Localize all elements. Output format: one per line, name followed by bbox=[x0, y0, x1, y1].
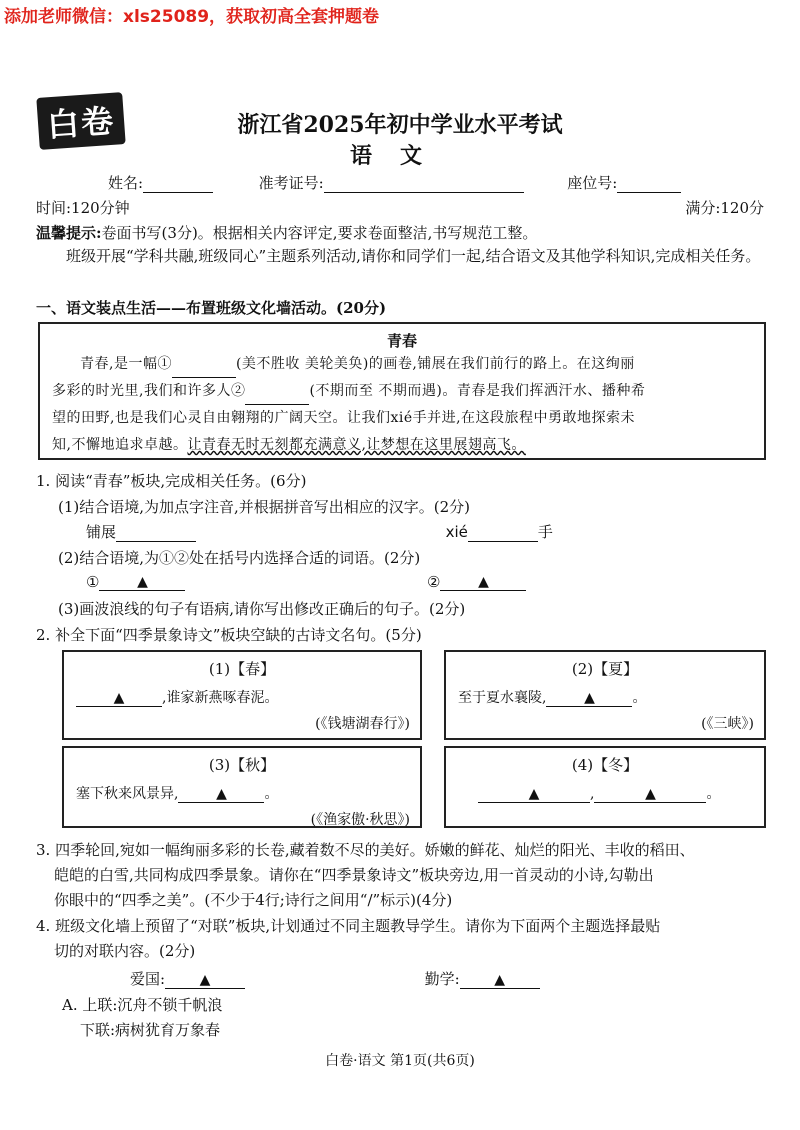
triangle-icon: ▲ bbox=[645, 786, 656, 802]
triangle-icon: ▲ bbox=[494, 972, 506, 988]
poem-head: (3)【秋】 bbox=[208, 756, 276, 774]
pinyin-answer[interactable] bbox=[116, 541, 196, 542]
poem-blank[interactable] bbox=[478, 786, 590, 803]
poem-blank[interactable] bbox=[594, 786, 706, 803]
topic-diligence: 勤学: bbox=[424, 970, 460, 988]
board-line: (美不胜收 美轮美奂)的画卷,铺展在我们前行的路上。在这绚丽 bbox=[235, 356, 635, 372]
q3-line: 你眼中的“四季之美”。(不少于4行;诗行之间用“/”标示)(4分) bbox=[54, 891, 453, 909]
q4 bbox=[36, 914, 660, 964]
tip-label: 温馨提示: bbox=[36, 224, 102, 242]
youth-board bbox=[38, 322, 766, 460]
answer-patriotism[interactable] bbox=[165, 970, 245, 989]
poem-box-winter bbox=[444, 746, 766, 828]
poem-blank[interactable] bbox=[178, 786, 264, 803]
triangle-icon: ▲ bbox=[113, 690, 125, 706]
triangle-icon: ▲ bbox=[216, 786, 227, 802]
board-text bbox=[40, 351, 764, 459]
pinyin-xie: xié bbox=[445, 523, 468, 541]
answer-1[interactable] bbox=[99, 572, 185, 591]
poem-head: (1)【春】 bbox=[208, 660, 276, 678]
tip-text: 卷面书写(3分)。根据相关内容评定,要求卷面整洁,书写规范工整。 bbox=[101, 224, 538, 242]
board-title: 青春 bbox=[386, 332, 417, 350]
triangle-icon: ▲ bbox=[478, 574, 489, 590]
full-score: 满分:120分 bbox=[685, 199, 764, 217]
poem-box-summer bbox=[444, 650, 766, 740]
seat-label: 座位号: bbox=[567, 174, 618, 192]
promo-banner: 添加老师微信：xls25089，获取初高全套押题卷 bbox=[4, 7, 380, 27]
page-footer: 白卷·语文 第1页(共6页) bbox=[325, 1053, 475, 1069]
id-field[interactable] bbox=[324, 192, 524, 193]
poem-head: (2)【夏】 bbox=[571, 660, 639, 678]
mark-1: ① bbox=[86, 573, 100, 591]
answer-2[interactable] bbox=[440, 572, 526, 591]
q2-stem: 2. 补全下面“四季景象诗文”板块空缺的古诗文名句。(5分) bbox=[36, 626, 422, 644]
poem-box-autumn bbox=[62, 746, 422, 828]
triangle-icon: ▲ bbox=[199, 972, 211, 988]
intro-text: 班级开展“学科共融,班级同心”主题系列活动,请你和同学们一起,结合语文及其他学科知识,完成相关任务。 bbox=[66, 247, 761, 265]
poem-line bbox=[64, 687, 420, 707]
exam-subject: 语文 bbox=[349, 143, 450, 169]
poem-text: 。 bbox=[264, 786, 279, 802]
tip bbox=[36, 222, 537, 243]
section1-heading: 一、语文装点生活——布置班级文化墙活动。(20分) bbox=[36, 299, 387, 317]
id-label: 准考证号: bbox=[258, 174, 324, 192]
q1-sub1-answers bbox=[86, 521, 553, 542]
option-a-lower[interactable]: 下联:病树犹育万象春 bbox=[80, 1021, 221, 1039]
board-line: 知,不懈地追求卓越。 bbox=[52, 437, 188, 453]
time-limit: 时间:120分钟 bbox=[36, 199, 130, 217]
poem-blank[interactable] bbox=[76, 690, 162, 707]
hanzi-answer[interactable] bbox=[468, 541, 538, 542]
board-line: (不期而至 不期而遇)。青春是我们挥洒汗水、播种希 bbox=[309, 383, 646, 399]
word-shou: 手 bbox=[537, 523, 553, 541]
wavy-sentence: 让青春无时无刻都充满意义,让梦想在这里展翅高飞。 bbox=[187, 437, 526, 453]
poem-blank[interactable] bbox=[546, 690, 632, 707]
exam-title: 浙江省2025年初中学业水平考试 bbox=[237, 112, 563, 138]
poem-text: ,谁家新燕啄春泥。 bbox=[162, 690, 279, 706]
q1-sub2-answers bbox=[86, 572, 526, 591]
triangle-icon: ▲ bbox=[137, 574, 148, 590]
board-line: 望的田野,也是我们心灵自由翱翔的广阔天空。让我们xié手并进,在这段旅程中勇敢地探索未 bbox=[52, 410, 636, 426]
poem-box-spring bbox=[62, 650, 422, 740]
q4-line: 切的对联内容。(2分) bbox=[54, 942, 196, 960]
poem-text: 塞下秋来风景异, bbox=[76, 786, 179, 802]
poem-text: 。 bbox=[632, 690, 647, 706]
poem-source: (《三峡》) bbox=[701, 716, 754, 732]
q3-line: 3. 四季轮回,宛如一幅绚丽多彩的长卷,藏着数不尽的美好。娇嫩的鲜花、灿烂的阳光、丰收的稻田、 bbox=[36, 841, 695, 859]
seat-field[interactable] bbox=[617, 192, 681, 193]
poem-line bbox=[446, 687, 764, 707]
q1-sub3: (3)画波浪线的句子有语病,请你写出修改正确后的句子。(2分) bbox=[58, 600, 466, 618]
topic-patriotism: 爱国: bbox=[130, 970, 166, 988]
q1-sub1: (1)结合语境,为加点字注音,并根据拼音写出相应的汉字。(2分) bbox=[58, 498, 471, 516]
q3-line: 皑皑的白雪,共同构成四季景象。请你在“四季景象诗文”板块旁边,用一首灵动的小诗,勾勒出 bbox=[54, 866, 654, 884]
mark-2: ② bbox=[427, 573, 441, 591]
q3 bbox=[36, 838, 695, 913]
q1-sub2: (2)结合语境,为①②处在括号内选择合适的词语。(2分) bbox=[58, 549, 421, 567]
poem-line bbox=[64, 783, 420, 803]
poem-text: , bbox=[590, 786, 595, 802]
q1-stem: 1. 阅读“青春”板块,完成相关任务。(6分) bbox=[36, 472, 307, 490]
board-line: 多彩的时光里,我们和许多人② bbox=[52, 383, 246, 399]
name-label: 姓名: bbox=[108, 174, 144, 192]
poem-source: (《钱塘湖春行》) bbox=[315, 716, 410, 732]
board-line: 青春,是一幅① bbox=[80, 356, 172, 372]
poem-line bbox=[446, 783, 764, 803]
poem-head: (4)【冬】 bbox=[571, 756, 639, 774]
q4-line: 4. 班级文化墙上预留了“对联”板块,计划通过不同主题教导学生。请你为下面两个主题选择最贴 bbox=[36, 917, 661, 935]
triangle-icon: ▲ bbox=[528, 786, 540, 802]
poem-text: 至于夏水襄陵, bbox=[458, 690, 547, 706]
poem-text: 。 bbox=[706, 786, 721, 802]
triangle-icon: ▲ bbox=[584, 690, 595, 706]
candidate-info bbox=[108, 172, 681, 193]
q4-topics bbox=[130, 968, 540, 989]
poem-source: (《渔家傲·秋思》) bbox=[310, 812, 410, 828]
answer-diligence[interactable] bbox=[460, 970, 540, 989]
paper-badge: 白卷 bbox=[36, 92, 125, 150]
option-a-upper[interactable]: A. 上联:沉舟不锁千帆浪 bbox=[62, 996, 223, 1014]
name-field[interactable] bbox=[143, 192, 213, 193]
word-pubian: 铺展 bbox=[86, 523, 117, 541]
